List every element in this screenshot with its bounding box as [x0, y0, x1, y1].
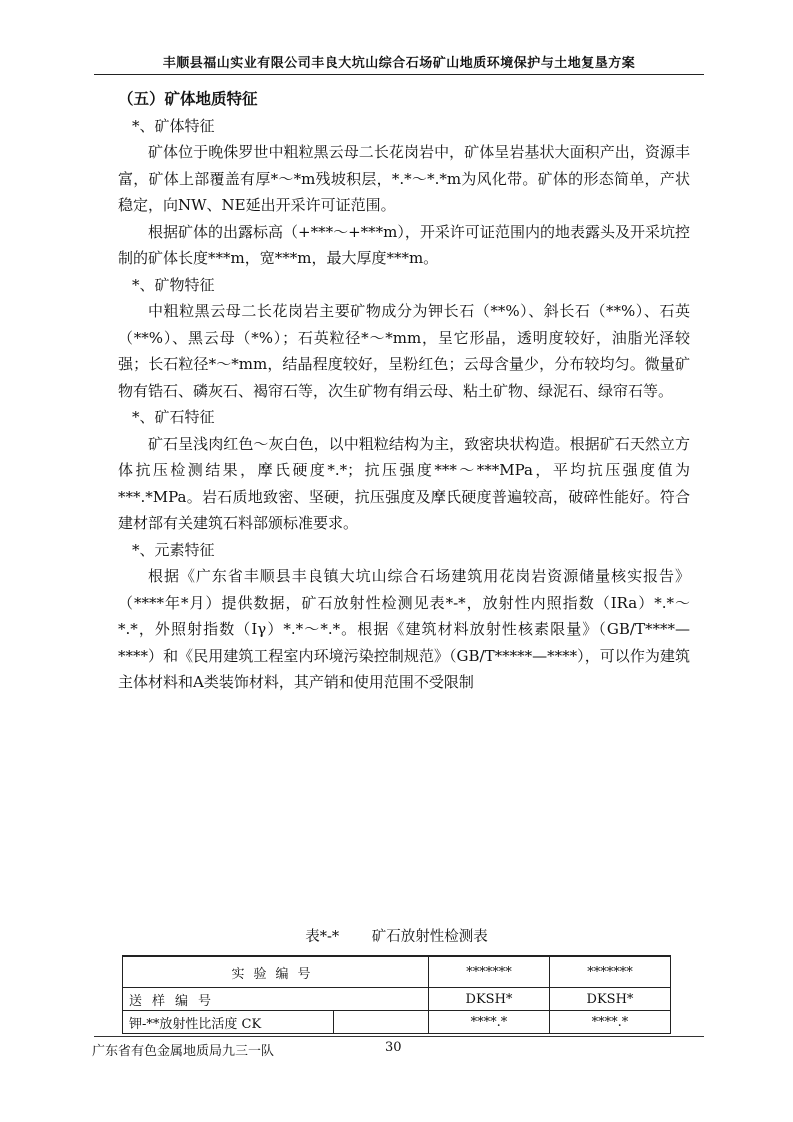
running-header: 丰顺县福山实业有限公司丰良大坑山综合石场矿山地质环境保护与土地复垦方案 — [162, 56, 636, 71]
table-row — [123, 988, 671, 1011]
table-caption-number: 表*-* — [305, 929, 340, 945]
paragraph: 根据《广东省丰顺县丰良镇大坑山综合石场建筑用花岗岩资源储量核实报告》（****年*月）提供数据，矿石放射性检测见表*-*，放射性内照指数（IRa）*.*～*.*，外照射指数（Iγ）*.*～*.*。根据《建筑材料放射性核素限量》（GB/T****—****）和《民用建筑工程室内环境污染控制规范》（GB/T*****—****），可以作为建筑主体材料和A类装饰材料，其产销和使用范围不受限制 — [118, 567, 690, 691]
table-cell-label: 实验编号 — [123, 956, 429, 988]
document-body — [118, 84, 690, 696]
section-heading: （五）矿体地质特征 — [118, 89, 258, 108]
paragraph: 中粗粒黑云母二长花岗岩主要矿物成分为钾长石（**%）、斜长石（**%）、石英（**%）、黑云母（*%）；石英粒径*～*mm，呈它形晶，透明度较好，油脂光泽较强；长石粒径*～*mm，结晶程度较好，呈粉红色；云母含量少，分布较均匀。微量矿物有锆石、磷灰石、褐帘石等，次生矿物有绢云母、粘土矿物、绿泥石、绿帘石等。 — [118, 302, 690, 400]
table-cell-empty — [334, 1011, 429, 1034]
footer-rule — [94, 1036, 704, 1037]
subsection-heading-mineral: *、矿物特征 — [132, 275, 215, 294]
table-row — [123, 956, 671, 988]
table-row — [123, 1011, 671, 1034]
subsection-heading-orebody: *、矿体特征 — [132, 116, 215, 135]
header-rule — [94, 74, 704, 75]
table-cell-label: 钾-**放射性比活度 CK — [123, 1011, 334, 1034]
paragraph: 根据矿体的出露标高（+***～+***m），开采许可证范围内的地表露头及开采坑控制的矿体长度***m，宽***m，最大厚度***m。 — [118, 222, 690, 267]
table-cell-value: ****.* — [550, 1011, 671, 1034]
page-number: 30 — [385, 1040, 402, 1055]
table-cell-value: DKSH* — [550, 988, 671, 1011]
subsection-heading-element: *、元素特征 — [132, 540, 215, 559]
table-cell-value: ******* — [550, 956, 671, 988]
table-cell-value: DKSH* — [429, 988, 550, 1011]
table-cell-label: 送样编号 — [123, 988, 429, 1011]
table-cell-value: ****.* — [429, 1011, 550, 1034]
table-cell-value: ******* — [429, 956, 550, 988]
table-caption — [0, 925, 793, 946]
footer-organization: 广东省有色金属地质局九三一队 — [92, 1044, 275, 1059]
paragraph: 矿石呈浅肉红色～灰白色，以中粗粒结构为主，致密块状构造。根据矿石天然立方体抗压检测结果，摩氏硬度*.*；抗压强度***～***MPa，平均抗压强度值为***.*MPa。岩石质地致密、坚硬，抗压强度及摩氏硬度普遍较高，破碎性能好。符合建材部有关建筑石料部颁标准要求。 — [118, 434, 690, 532]
radioactivity-table — [122, 955, 671, 1034]
table-caption-title: 矿石放射性检测表 — [371, 929, 488, 945]
subsection-heading-ore: *、矿石特征 — [132, 408, 215, 426]
paragraph: 矿体位于晚侏罗世中粗粒黑云母二长花岗岩中，矿体呈岩基状大面积产出，资源丰富，矿体上部覆盖有厚*～*m残坡积层，*.*～*.*m为风化带。矿体的形态简单，产状稳定，向NW、NE延出开采许可证范围。 — [118, 143, 690, 214]
